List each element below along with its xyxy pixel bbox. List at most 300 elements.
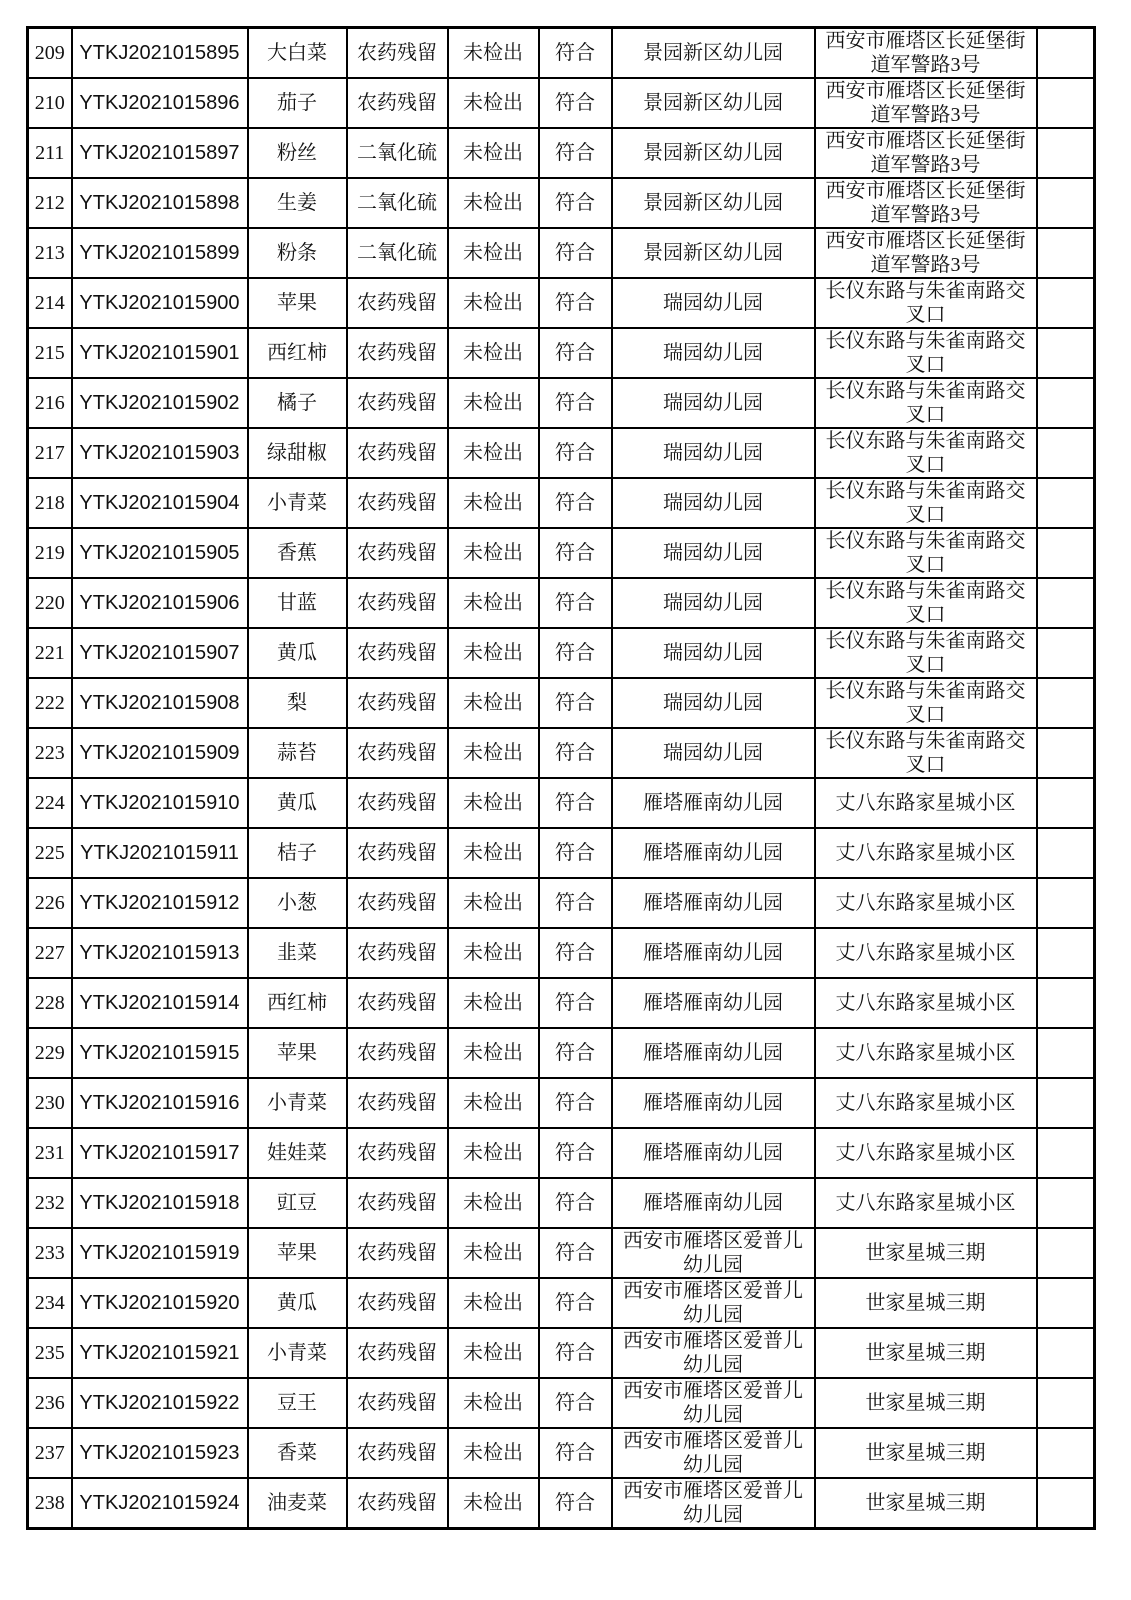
table-row <box>28 478 1095 528</box>
sample-name-cell: 粉条 <box>248 228 347 278</box>
sample-name-cell: 黄瓜 <box>248 1278 347 1328</box>
conclusion-cell: 符合 <box>539 78 612 128</box>
remark-cell <box>1037 178 1095 228</box>
sample-name-cell: 苹果 <box>248 1028 347 1078</box>
sample-name-cell: 豇豆 <box>248 1178 347 1228</box>
table-row <box>28 1028 1095 1078</box>
conclusion-cell: 符合 <box>539 778 612 828</box>
sample-name-cell: 韭菜 <box>248 928 347 978</box>
sampled-org-cell: 西安市雁塔区爱普儿幼儿园 <box>612 1478 815 1529</box>
row-number-cell: 227 <box>28 928 72 978</box>
test-item-cell: 农药残留 <box>347 1128 448 1178</box>
sampled-org-cell: 雁塔雁南幼儿园 <box>612 1178 815 1228</box>
sample-name-cell: 甘蓝 <box>248 578 347 628</box>
sample-id-cell: YTKJ2021015903 <box>72 428 248 478</box>
conclusion-cell: 符合 <box>539 1128 612 1178</box>
conclusion-cell: 符合 <box>539 1278 612 1328</box>
test-item-cell: 农药残留 <box>347 78 448 128</box>
sample-id-cell: YTKJ2021015900 <box>72 278 248 328</box>
row-number-cell: 216 <box>28 378 72 428</box>
row-number-cell: 220 <box>28 578 72 628</box>
conclusion-cell: 符合 <box>539 178 612 228</box>
conclusion-cell: 符合 <box>539 1378 612 1428</box>
conclusion-cell: 符合 <box>539 1328 612 1378</box>
org-address-cell: 西安市雁塔区长延堡街道军警路3号 <box>815 178 1037 228</box>
org-address-cell: 丈八东路家星城小区 <box>815 878 1037 928</box>
org-address-cell: 长仪东路与朱雀南路交叉口 <box>815 528 1037 578</box>
table-row <box>28 28 1095 79</box>
conclusion-cell: 符合 <box>539 678 612 728</box>
remark-cell <box>1037 1078 1095 1128</box>
test-result-cell: 未检出 <box>448 1028 539 1078</box>
sample-name-cell: 黄瓜 <box>248 778 347 828</box>
org-address-cell: 世家星城三期 <box>815 1428 1037 1478</box>
sample-name-cell: 苹果 <box>248 1228 347 1278</box>
org-address-cell: 长仪东路与朱雀南路交叉口 <box>815 328 1037 378</box>
sample-id-cell: YTKJ2021015924 <box>72 1478 248 1529</box>
table-row <box>28 1278 1095 1328</box>
conclusion-cell: 符合 <box>539 1428 612 1478</box>
sample-name-cell: 黄瓜 <box>248 628 347 678</box>
sample-name-cell: 小青菜 <box>248 1078 347 1128</box>
remark-cell <box>1037 1278 1095 1328</box>
test-item-cell: 农药残留 <box>347 1028 448 1078</box>
sampled-org-cell: 景园新区幼儿园 <box>612 178 815 228</box>
test-result-cell: 未检出 <box>448 1378 539 1428</box>
test-item-cell: 农药残留 <box>347 478 448 528</box>
test-item-cell: 农药残留 <box>347 1478 448 1529</box>
row-number-cell: 221 <box>28 628 72 678</box>
conclusion-cell: 符合 <box>539 578 612 628</box>
test-result-cell: 未检出 <box>448 1228 539 1278</box>
sample-id-cell: YTKJ2021015908 <box>72 678 248 728</box>
table-row <box>28 278 1095 328</box>
org-address-cell: 长仪东路与朱雀南路交叉口 <box>815 728 1037 778</box>
remark-cell <box>1037 1128 1095 1178</box>
sample-id-cell: YTKJ2021015912 <box>72 878 248 928</box>
remark-cell <box>1037 528 1095 578</box>
sampled-org-cell: 瑞园幼儿园 <box>612 378 815 428</box>
sample-name-cell: 苹果 <box>248 278 347 328</box>
sampled-org-cell: 雁塔雁南幼儿园 <box>612 1028 815 1078</box>
org-address-cell: 长仪东路与朱雀南路交叉口 <box>815 578 1037 628</box>
test-item-cell: 二氧化硫 <box>347 228 448 278</box>
test-result-cell: 未检出 <box>448 978 539 1028</box>
remark-cell <box>1037 1478 1095 1529</box>
sample-id-cell: YTKJ2021015907 <box>72 628 248 678</box>
sample-name-cell: 桔子 <box>248 828 347 878</box>
remark-cell <box>1037 428 1095 478</box>
row-number-cell: 219 <box>28 528 72 578</box>
remark-cell <box>1037 1178 1095 1228</box>
test-item-cell: 农药残留 <box>347 328 448 378</box>
table-row <box>28 628 1095 678</box>
test-result-cell: 未检出 <box>448 528 539 578</box>
test-item-cell: 农药残留 <box>347 278 448 328</box>
org-address-cell: 长仪东路与朱雀南路交叉口 <box>815 478 1037 528</box>
table-row <box>28 1428 1095 1478</box>
sample-id-cell: YTKJ2021015911 <box>72 828 248 878</box>
org-address-cell: 长仪东路与朱雀南路交叉口 <box>815 378 1037 428</box>
org-address-cell: 丈八东路家星城小区 <box>815 928 1037 978</box>
conclusion-cell: 符合 <box>539 978 612 1028</box>
conclusion-cell: 符合 <box>539 278 612 328</box>
row-number-cell: 235 <box>28 1328 72 1378</box>
remark-cell <box>1037 478 1095 528</box>
sampled-org-cell: 景园新区幼儿园 <box>612 78 815 128</box>
sample-name-cell: 小葱 <box>248 878 347 928</box>
org-address-cell: 长仪东路与朱雀南路交叉口 <box>815 428 1037 478</box>
test-item-cell: 农药残留 <box>347 628 448 678</box>
table-row <box>28 1328 1095 1378</box>
row-number-cell: 230 <box>28 1078 72 1128</box>
sampled-org-cell: 雁塔雁南幼儿园 <box>612 778 815 828</box>
remark-cell <box>1037 678 1095 728</box>
test-results-table <box>26 26 1096 1530</box>
row-number-cell: 209 <box>28 28 72 79</box>
org-address-cell: 西安市雁塔区长延堡街道军警路3号 <box>815 128 1037 178</box>
row-number-cell: 231 <box>28 1128 72 1178</box>
sampled-org-cell: 雁塔雁南幼儿园 <box>612 1128 815 1178</box>
sample-id-cell: YTKJ2021015902 <box>72 378 248 428</box>
sampled-org-cell: 景园新区幼儿园 <box>612 128 815 178</box>
test-result-cell: 未检出 <box>448 878 539 928</box>
org-address-cell: 世家星城三期 <box>815 1228 1037 1278</box>
sample-id-cell: YTKJ2021015901 <box>72 328 248 378</box>
sampled-org-cell: 瑞园幼儿园 <box>612 528 815 578</box>
conclusion-cell: 符合 <box>539 1228 612 1278</box>
row-number-cell: 224 <box>28 778 72 828</box>
remark-cell <box>1037 28 1095 79</box>
sampled-org-cell: 瑞园幼儿园 <box>612 478 815 528</box>
row-number-cell: 215 <box>28 328 72 378</box>
table-row <box>28 528 1095 578</box>
sample-name-cell: 小青菜 <box>248 1328 347 1378</box>
org-address-cell: 丈八东路家星城小区 <box>815 778 1037 828</box>
remark-cell <box>1037 1428 1095 1478</box>
org-address-cell: 丈八东路家星城小区 <box>815 1178 1037 1228</box>
row-number-cell: 225 <box>28 828 72 878</box>
org-address-cell: 世家星城三期 <box>815 1278 1037 1328</box>
conclusion-cell: 符合 <box>539 378 612 428</box>
table-row <box>28 778 1095 828</box>
table-row <box>28 378 1095 428</box>
test-item-cell: 农药残留 <box>347 1278 448 1328</box>
test-item-cell: 农药残留 <box>347 378 448 428</box>
test-result-cell: 未检出 <box>448 1178 539 1228</box>
remark-cell <box>1037 578 1095 628</box>
row-number-cell: 229 <box>28 1028 72 1078</box>
sample-name-cell: 粉丝 <box>248 128 347 178</box>
test-result-cell: 未检出 <box>448 1328 539 1378</box>
test-result-cell: 未检出 <box>448 428 539 478</box>
sample-id-cell: YTKJ2021015921 <box>72 1328 248 1378</box>
sample-name-cell: 香蕉 <box>248 528 347 578</box>
sample-id-cell: YTKJ2021015904 <box>72 478 248 528</box>
table-row <box>28 228 1095 278</box>
sample-id-cell: YTKJ2021015917 <box>72 1128 248 1178</box>
table-row <box>28 828 1095 878</box>
sampled-org-cell: 雁塔雁南幼儿园 <box>612 1078 815 1128</box>
table-body <box>28 28 1095 1529</box>
test-result-cell: 未检出 <box>448 678 539 728</box>
org-address-cell: 西安市雁塔区长延堡街道军警路3号 <box>815 228 1037 278</box>
sampled-org-cell: 雁塔雁南幼儿园 <box>612 828 815 878</box>
sample-id-cell: YTKJ2021015910 <box>72 778 248 828</box>
test-item-cell: 农药残留 <box>347 1328 448 1378</box>
sampled-org-cell: 雁塔雁南幼儿园 <box>612 928 815 978</box>
table-row <box>28 78 1095 128</box>
sample-name-cell: 橘子 <box>248 378 347 428</box>
row-number-cell: 233 <box>28 1228 72 1278</box>
test-item-cell: 农药残留 <box>347 778 448 828</box>
row-number-cell: 237 <box>28 1428 72 1478</box>
remark-cell <box>1037 278 1095 328</box>
sample-id-cell: YTKJ2021015915 <box>72 1028 248 1078</box>
row-number-cell: 234 <box>28 1278 72 1328</box>
sample-id-cell: YTKJ2021015896 <box>72 78 248 128</box>
sampled-org-cell: 西安市雁塔区爱普儿幼儿园 <box>612 1278 815 1328</box>
org-address-cell: 世家星城三期 <box>815 1328 1037 1378</box>
sampled-org-cell: 瑞园幼儿园 <box>612 628 815 678</box>
conclusion-cell: 符合 <box>539 728 612 778</box>
remark-cell <box>1037 328 1095 378</box>
test-result-cell: 未检出 <box>448 478 539 528</box>
conclusion-cell: 符合 <box>539 228 612 278</box>
sampled-org-cell: 景园新区幼儿园 <box>612 28 815 79</box>
test-item-cell: 农药残留 <box>347 578 448 628</box>
test-result-cell: 未检出 <box>448 628 539 678</box>
table-row <box>28 1078 1095 1128</box>
org-address-cell: 西安市雁塔区长延堡街道军警路3号 <box>815 78 1037 128</box>
table-row <box>28 878 1095 928</box>
row-number-cell: 218 <box>28 478 72 528</box>
conclusion-cell: 符合 <box>539 128 612 178</box>
test-result-cell: 未检出 <box>448 1128 539 1178</box>
org-address-cell: 丈八东路家星城小区 <box>815 1128 1037 1178</box>
test-result-cell: 未检出 <box>448 278 539 328</box>
table-row <box>28 1378 1095 1428</box>
sampled-org-cell: 瑞园幼儿园 <box>612 278 815 328</box>
sampled-org-cell: 瑞园幼儿园 <box>612 578 815 628</box>
table-row <box>28 1228 1095 1278</box>
sampled-org-cell: 西安市雁塔区爱普儿幼儿园 <box>612 1328 815 1378</box>
sample-id-cell: YTKJ2021015913 <box>72 928 248 978</box>
table-row <box>28 678 1095 728</box>
test-result-cell: 未检出 <box>448 228 539 278</box>
test-result-cell: 未检出 <box>448 828 539 878</box>
conclusion-cell: 符合 <box>539 828 612 878</box>
test-item-cell: 农药残留 <box>347 528 448 578</box>
test-item-cell: 农药残留 <box>347 878 448 928</box>
remark-cell <box>1037 828 1095 878</box>
remark-cell <box>1037 1328 1095 1378</box>
sampled-org-cell: 瑞园幼儿园 <box>612 728 815 778</box>
table-row <box>28 1128 1095 1178</box>
table-row <box>28 728 1095 778</box>
test-result-cell: 未检出 <box>448 1478 539 1529</box>
sampled-org-cell: 瑞园幼儿园 <box>612 678 815 728</box>
row-number-cell: 226 <box>28 878 72 928</box>
sample-name-cell: 西红柿 <box>248 328 347 378</box>
sample-name-cell: 香菜 <box>248 1428 347 1478</box>
test-result-cell: 未检出 <box>448 1428 539 1478</box>
test-item-cell: 农药残留 <box>347 978 448 1028</box>
remark-cell <box>1037 878 1095 928</box>
sample-id-cell: YTKJ2021015898 <box>72 178 248 228</box>
row-number-cell: 228 <box>28 978 72 1028</box>
test-result-cell: 未检出 <box>448 1278 539 1328</box>
remark-cell <box>1037 128 1095 178</box>
sampled-org-cell: 瑞园幼儿园 <box>612 328 815 378</box>
org-address-cell: 丈八东路家星城小区 <box>815 828 1037 878</box>
remark-cell <box>1037 928 1095 978</box>
table-row <box>28 1178 1095 1228</box>
test-item-cell: 农药残留 <box>347 1428 448 1478</box>
sample-name-cell: 豆王 <box>248 1378 347 1428</box>
org-address-cell: 长仪东路与朱雀南路交叉口 <box>815 278 1037 328</box>
row-number-cell: 236 <box>28 1378 72 1428</box>
conclusion-cell: 符合 <box>539 1028 612 1078</box>
conclusion-cell: 符合 <box>539 1078 612 1128</box>
remark-cell <box>1037 1228 1095 1278</box>
sample-name-cell: 茄子 <box>248 78 347 128</box>
test-item-cell: 农药残留 <box>347 1178 448 1228</box>
table-row <box>28 328 1095 378</box>
org-address-cell: 丈八东路家星城小区 <box>815 978 1037 1028</box>
row-number-cell: 232 <box>28 1178 72 1228</box>
test-item-cell: 农药残留 <box>347 678 448 728</box>
remark-cell <box>1037 778 1095 828</box>
remark-cell <box>1037 978 1095 1028</box>
org-address-cell: 丈八东路家星城小区 <box>815 1028 1037 1078</box>
test-item-cell: 农药残留 <box>347 1078 448 1128</box>
test-result-cell: 未检出 <box>448 1078 539 1128</box>
table-row <box>28 578 1095 628</box>
org-address-cell: 长仪东路与朱雀南路交叉口 <box>815 628 1037 678</box>
sample-id-cell: YTKJ2021015897 <box>72 128 248 178</box>
sample-name-cell: 娃娃菜 <box>248 1128 347 1178</box>
sample-id-cell: YTKJ2021015918 <box>72 1178 248 1228</box>
sampled-org-cell: 西安市雁塔区爱普儿幼儿园 <box>612 1228 815 1278</box>
test-result-cell: 未检出 <box>448 28 539 79</box>
row-number-cell: 213 <box>28 228 72 278</box>
remark-cell <box>1037 628 1095 678</box>
row-number-cell: 238 <box>28 1478 72 1529</box>
test-result-cell: 未检出 <box>448 78 539 128</box>
remark-cell <box>1037 728 1095 778</box>
test-result-cell: 未检出 <box>448 378 539 428</box>
remark-cell <box>1037 228 1095 278</box>
sample-name-cell: 小青菜 <box>248 478 347 528</box>
test-result-cell: 未检出 <box>448 128 539 178</box>
sample-id-cell: YTKJ2021015905 <box>72 528 248 578</box>
remark-cell <box>1037 1378 1095 1428</box>
row-number-cell: 223 <box>28 728 72 778</box>
test-item-cell: 农药残留 <box>347 928 448 978</box>
table-row <box>28 428 1095 478</box>
sample-id-cell: YTKJ2021015909 <box>72 728 248 778</box>
org-address-cell: 世家星城三期 <box>815 1478 1037 1529</box>
conclusion-cell: 符合 <box>539 1478 612 1529</box>
test-item-cell: 二氧化硫 <box>347 128 448 178</box>
remark-cell <box>1037 1028 1095 1078</box>
table-row <box>28 978 1095 1028</box>
row-number-cell: 222 <box>28 678 72 728</box>
sample-name-cell: 生姜 <box>248 178 347 228</box>
sample-name-cell: 大白菜 <box>248 28 347 79</box>
conclusion-cell: 符合 <box>539 428 612 478</box>
test-item-cell: 农药残留 <box>347 428 448 478</box>
table-row <box>28 178 1095 228</box>
row-number-cell: 214 <box>28 278 72 328</box>
sample-name-cell: 油麦菜 <box>248 1478 347 1529</box>
sample-id-cell: YTKJ2021015923 <box>72 1428 248 1478</box>
test-item-cell: 农药残留 <box>347 28 448 79</box>
row-number-cell: 217 <box>28 428 72 478</box>
test-item-cell: 农药残留 <box>347 728 448 778</box>
sample-id-cell: YTKJ2021015899 <box>72 228 248 278</box>
sampled-org-cell: 瑞园幼儿园 <box>612 428 815 478</box>
sample-name-cell: 绿甜椒 <box>248 428 347 478</box>
org-address-cell: 西安市雁塔区长延堡街道军警路3号 <box>815 28 1037 79</box>
row-number-cell: 211 <box>28 128 72 178</box>
sample-id-cell: YTKJ2021015916 <box>72 1078 248 1128</box>
sample-id-cell: YTKJ2021015895 <box>72 28 248 79</box>
sample-id-cell: YTKJ2021015906 <box>72 578 248 628</box>
sampled-org-cell: 西安市雁塔区爱普儿幼儿园 <box>612 1428 815 1478</box>
sample-id-cell: YTKJ2021015920 <box>72 1278 248 1328</box>
sampled-org-cell: 西安市雁塔区爱普儿幼儿园 <box>612 1378 815 1428</box>
test-item-cell: 农药残留 <box>347 828 448 878</box>
test-result-cell: 未检出 <box>448 728 539 778</box>
conclusion-cell: 符合 <box>539 328 612 378</box>
sample-name-cell: 蒜苔 <box>248 728 347 778</box>
row-number-cell: 210 <box>28 78 72 128</box>
test-result-cell: 未检出 <box>448 778 539 828</box>
row-number-cell: 212 <box>28 178 72 228</box>
org-address-cell: 丈八东路家星城小区 <box>815 1078 1037 1128</box>
test-item-cell: 农药残留 <box>347 1228 448 1278</box>
test-result-cell: 未检出 <box>448 928 539 978</box>
conclusion-cell: 符合 <box>539 478 612 528</box>
conclusion-cell: 符合 <box>539 628 612 678</box>
test-item-cell: 农药残留 <box>347 1378 448 1428</box>
sample-id-cell: YTKJ2021015922 <box>72 1378 248 1428</box>
sample-name-cell: 梨 <box>248 678 347 728</box>
table-row <box>28 1478 1095 1529</box>
conclusion-cell: 符合 <box>539 1178 612 1228</box>
conclusion-cell: 符合 <box>539 878 612 928</box>
remark-cell <box>1037 78 1095 128</box>
sample-name-cell: 西红柿 <box>248 978 347 1028</box>
sample-id-cell: YTKJ2021015914 <box>72 978 248 1028</box>
sampled-org-cell: 景园新区幼儿园 <box>612 228 815 278</box>
remark-cell <box>1037 378 1095 428</box>
test-item-cell: 二氧化硫 <box>347 178 448 228</box>
table-row <box>28 928 1095 978</box>
test-result-cell: 未检出 <box>448 178 539 228</box>
test-result-cell: 未检出 <box>448 578 539 628</box>
test-result-cell: 未检出 <box>448 328 539 378</box>
conclusion-cell: 符合 <box>539 28 612 79</box>
org-address-cell: 长仪东路与朱雀南路交叉口 <box>815 678 1037 728</box>
sampled-org-cell: 雁塔雁南幼儿园 <box>612 878 815 928</box>
conclusion-cell: 符合 <box>539 528 612 578</box>
sampled-org-cell: 雁塔雁南幼儿园 <box>612 978 815 1028</box>
table-row <box>28 128 1095 178</box>
org-address-cell: 世家星城三期 <box>815 1378 1037 1428</box>
